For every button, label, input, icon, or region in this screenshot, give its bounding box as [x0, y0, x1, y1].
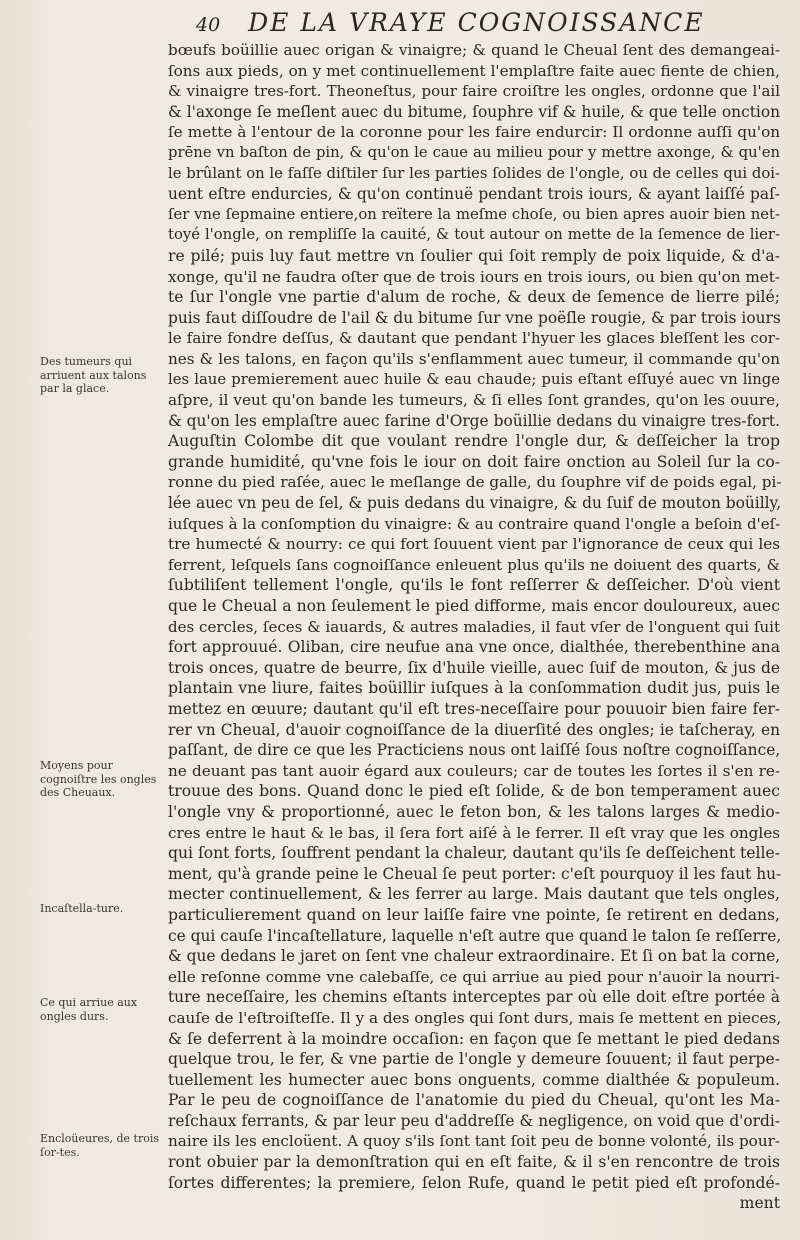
body-text [168, 40, 780, 1214]
page-number: 40 [196, 14, 221, 36]
text-line: tre humecté & nourry: ce qui fort ſouuent vient par l'ignorance de ceux qui les [168, 535, 780, 554]
text-line: & que dedans le jaret on ſent vne chaleur extraordinaire. Et ſi on bat la corne, [168, 947, 781, 966]
text-line: lée auec vn peu de ſel, & puis dedans du vinaigre, & du ſuif de mouton boüilly, [168, 494, 782, 513]
margin-note: Encloüeures, de trois ſor-tes. [40, 1132, 160, 1159]
page-header [196, 8, 776, 36]
text-line: trois onces, quatre de beurre, ſix d'huile vieille, auec ſuif de mouton, & jus de [168, 658, 780, 677]
text-line: re pilé; puis luy faut mettre vn ſoulier qui ſoit remply de poix liquide, & d'a- [168, 246, 780, 265]
text-line: ferrent, leſquels ſans cognoiſſance enleuent plus qu'ils ne doiuent des quarts, & [168, 555, 780, 574]
text-line: l'ongle vny & proportionné, auec le feton bon, & les talons larges & medio- [168, 802, 780, 821]
text-line: grande humidité, qu'vne fois le iour on doit faire onction au Soleil ſur la co- [168, 452, 780, 471]
running-title: DE LA VRAYE COGNOISSANCE [248, 8, 705, 37]
text-line: ce qui cauſe l'incaſtellature, laquelle n'eſt autre que quand le talon ſe reſſerre, [168, 926, 782, 945]
text-line: trouue des bons. Quand donc le pied eſt ſolide, & de bon temperament auec [168, 782, 780, 801]
text-line: ment [739, 1194, 780, 1213]
text-line: elle reſonne comme vne calebaſſe, ce qui arriue au pied pour n'auoir la nourri- [168, 967, 780, 986]
text-line: ronne du pied raſée, auec le meſlange de galle, du ſouphre vif de poids egal, pi- [168, 473, 782, 492]
text-line: xonge, qu'il ne faudra oſter que de trois iours en trois iours, ou bien qu'on met- [168, 267, 780, 286]
text-line: quelque trou, le fer, & vne partie de l'ongle y demeure ſouuent; il faut perpe- [168, 1050, 780, 1069]
text-line: puis faut diſſoudre de l'ail & du bitume ſur vne poëſle rougie, & par trois iours [168, 308, 781, 327]
text-line: qui ſont forts, ſouffrent pendant la chaleur, dautant qu'ils ſe deſſeichent telle- [168, 844, 781, 863]
text-line: prēne vn baſton de pin, & qu'on le caue au milieu pour y mettre axonge, & qu'en [168, 143, 780, 161]
text-line: rer vn Cheual, d'auoir cognoiſſance de la diuerſité des ongles; ie taſcheray, en [168, 720, 780, 739]
text-line: uent eſtre endurcies, & qu'on continuë pendant trois iours, & ayant laiſſé paſ- [168, 185, 780, 204]
text-line: plantain vne liure, faites boüillir iuſques à la conſommation dudit jus, puis le [168, 679, 780, 698]
text-line: cauſe de l'eſtroiſteſſe. Il y a des ongles qui ſont durs, mais ſe mettent en pieces, [168, 1008, 782, 1027]
text-line: ne deuant pas tant auoir égard aux couleurs; car de toutes les ſortes il s'en re- [168, 761, 780, 780]
text-line: & ſe deferrent à la moindre occaſion: en façon que ſe mettant le pied dedans [168, 1029, 780, 1048]
text-line: que le Cheual a non ſeulement le pied difforme, mais encor douloureux, auec [168, 597, 780, 616]
text-line: aſpre, il veut qu'on bande les tumeurs, & ſi elles ſont grandes, qu'on les ouure, [168, 391, 780, 410]
text-line: ſer vne ſepmaine entiere,on reïtere la meſme choſe, ou bien apres auoir bien net- [168, 205, 780, 223]
text-line: tuellement les humecter auec bons onguents, comme dialthée & populeum. [168, 1070, 780, 1089]
text-line: ſe mette à l'entour de la coronne pour les faire endurcir: Il ordonne auſſi qu'on [168, 123, 780, 142]
text-line: ſons aux pieds, on y met continuellement l'emplaſtre faite auec fiente de chien, [168, 61, 780, 80]
text-line: cres entre le haut & le bas, il ſera fort aiſé à le ferrer. Il eſt vray que les ongles [168, 823, 780, 842]
text-line: mettez en œuure; dautant qu'il eſt tres-neceſſaire pour pouuoir bien faire fer- [168, 700, 780, 718]
text-line: des cercles, ſeces & iauards, & autres maladies, il faut vſer de l'onguent qui ſuit [168, 617, 780, 636]
text-line: ront obuier par la demonſtration qui en eſt faite, & il s'en rencontre de trois [168, 1153, 780, 1172]
text-line: toyé l'ongle, on rempliſſe la cauité, & tout autour on mette de la ſemence de lier- [168, 226, 780, 244]
margin-note: Ce qui arriue aux ongles durs. [40, 996, 138, 1023]
text-line: les laue premierement auec huile & eau chaude; puis eſtant eſſuyé auec vn linge [168, 370, 780, 388]
margin-note: Moyens pour cognoiſtre les ongles des Cheuaux. [40, 759, 157, 799]
text-line: particulierement quand on leur laiſſe faire vne pointe, ſe retirent en dedans, [168, 905, 780, 924]
text-line: ſortes differentes; la premiere, ſelon Rufe, quand le petit pied eſt profondé- [168, 1173, 780, 1192]
text-line: & qu'on les emplaſtre auec farine d'Orge boüillie dedans du vinaigre tres-fort. [168, 411, 780, 430]
text-line: Auguſtin Colombe dit que voulant rendre l'ongle dur, & deſſeicher la trop [168, 432, 780, 451]
text-line: & l'axonge ſe meſlent auec du bitume, ſouphre vif & huile, & que telle onction [168, 102, 780, 121]
text-line: ſubtiliſent tellement l'ongle, qu'ils le font reſſerrer & deſſeicher. D'où vient [168, 576, 780, 595]
text-line: ment, qu'à grande peine le Cheual ſe peut porter: c'eſt pourquoy il les faut hu- [168, 864, 782, 883]
text-line: fort approuué. Oliban, cire neufue ana vne once, dialthée, therebenthine ana [168, 638, 780, 657]
text-line: le faire fondre deſſus, & dautant que pendant l'hyuer les glaces bleſſent les cor- [168, 329, 780, 348]
text-line: Par le peu de cognoiſſance de l'anatomie du pied du Cheual, qu'ont les Ma- [168, 1091, 780, 1110]
text-line: paſſant, de dire ce que les Practiciens nous ont laiſſé ſous noſtre cognoiſſance, [168, 741, 781, 760]
text-line: te ſur l'ongle vne partie d'alum de roche, & deux de ſemence de lierre pilé; [168, 288, 780, 307]
margin-note: Des tumeurs qui arriuent aux talons par la glace. [40, 355, 147, 395]
text-line: iuſques à la conſomption du vinaigre: & au contraire quand l'ongle a beſoin d'eſ- [168, 514, 781, 533]
text-line: bœufs boüillie auec origan & vinaigre; & quand le Cheual ſent des demangeai- [168, 41, 780, 59]
text-line: naire ils les encloüent. A quoy s'ils ſont tant ſoit peu de bonne volonté, ils pour- [168, 1132, 780, 1151]
text-line: ture neceſſaire, les chemins eſtants interceptes par où elle doit eſtre portée à [168, 988, 780, 1007]
text-line: & vinaigre tres-fort. Theoneſtus, pour faire croiſtre les ongles, ordonne que l'ail [168, 82, 780, 101]
margin-note: Incaſtella-ture. [40, 902, 124, 915]
text-line: reſchaux ferrants, & par leur peu d'addreſſe & negligence, on void que d'ordi- [168, 1111, 780, 1130]
text-line: mecter continuellement, & les ferrer au large. Mais dautant que tels ongles, [168, 885, 780, 904]
text-line: le brûlant on le faſſe diſtiler ſur les parties ſolides de l'ongle, ou de celles qui doi- [168, 164, 780, 182]
text-line: nes & les talons, en façon qu'ils s'enflamment auec tumeur, il commande qu'on [168, 349, 780, 368]
